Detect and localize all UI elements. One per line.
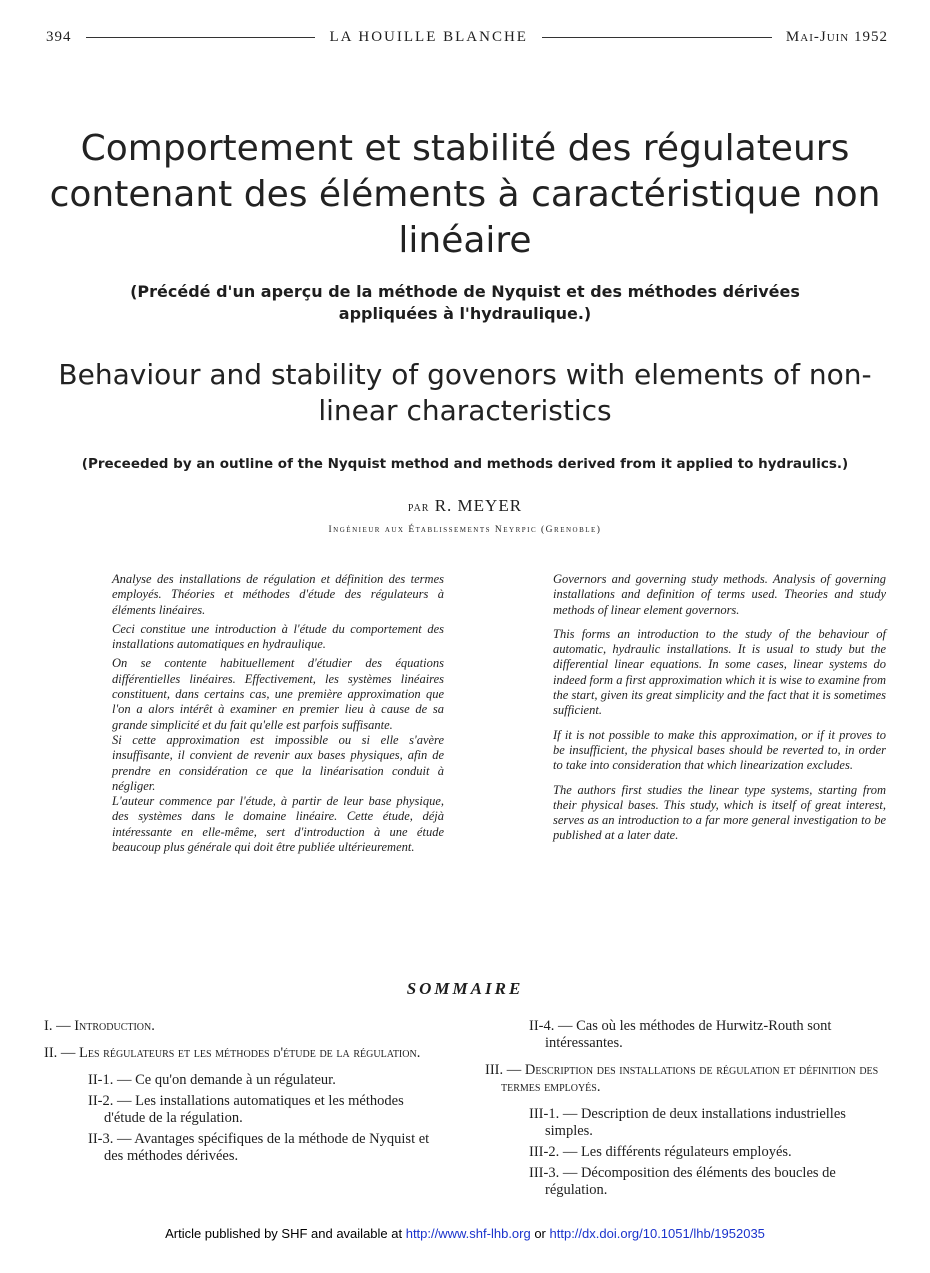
abstract-en-paragraph: This forms an introduction to the study of the behaviour of automatic, hydraulic installations. It is usual to study but the differential linear equations. In some cases, linear systems do indeed form a first approximation which it is wise to examine from the start, given its great simplicity and the fact that it is sometimes sufficient. (553, 626, 886, 718)
title-french: Comportement et stabilité des régulateurs contenant des éléments à caractéristique non linéaire (49, 128, 881, 261)
footer-text: or (530, 1226, 550, 1241)
toc-left-column (44, 1018, 446, 1169)
abstract-fr-paragraph: L'auteur commence par l'étude, à partir de leur base physique, des systèmes dans le domaine linéaire. Cette étude, déjà intéressante en elle-même, sert d'introduction à une étude beaucoup plus générale qui doit être publiée ultérieurement. (112, 794, 444, 855)
abstract-fr-paragraph: On se contente habituellement d'étudier des équations différentielles linéaires. Effectivement, les systèmes linéaires constituent, dans certains cas, une première approximation que l'on a alors intérêt à examiner en premier lieu à cause de sa grande simplicité et du fait qu'elle est parfois suffisante. (112, 656, 444, 732)
toc-right-column (485, 1018, 888, 1203)
abstract-en-paragraph: The authors first studies the linear type systems, starting from their physical bases. This study, which is itself of great interest, serves as an introduction to a far more general investigation to be published at a later date. (553, 782, 886, 843)
page-number: 394 (46, 28, 72, 45)
abstract-fr-paragraph: Ceci constitue une introduction à l'étude du comportement des installations automatiques en hydraulique. (112, 621, 444, 652)
footer-text: Article published by SHF and available at (165, 1226, 406, 1241)
title-english: Behaviour and stability of govenors with elements of non-linear characteristics (58, 358, 872, 427)
abstract-fr-paragraph: Si cette approximation est impossible ou si elle s'avère insuffisante, il convient de revenir aux bases physiques, afin de prendre en considération ce que la linéarisation conduit à négliger. (112, 732, 444, 793)
shf-link[interactable]: http://www.shf-lhb.org (405, 1226, 531, 1241)
summary-heading: SOMMAIRE (406, 979, 524, 998)
abstract-english (553, 572, 886, 853)
doi-link[interactable]: http://dx.doi.org/10.1051/lhb/1952035 (549, 1226, 765, 1241)
toc-subentry: III-1. — Description de deux installations industrielles simples. (529, 1106, 846, 1139)
author-prefix: par (407, 500, 430, 515)
abstract-french (112, 572, 444, 859)
publication-footer (0, 1226, 930, 1241)
toc-subentry: III-3. — Décomposition des éléments des boucles de régulation. (529, 1165, 836, 1198)
author-name: R. MEYER (434, 496, 523, 515)
journal-name: LA HOUILLE BLANCHE (329, 28, 528, 45)
issue-date: Mai-Juin 1952 (785, 28, 888, 45)
author-line (0, 496, 930, 516)
header-rule-left (86, 37, 316, 38)
abstract-fr-paragraph: Analyse des installations de régulation et définition des termes employés. Théories et méthodes d'étude des régulateurs à éléments linéaires. (112, 572, 444, 617)
toc-entry: II. — Les régulateurs et les méthodes d'étude de la régulation. (44, 1045, 421, 1061)
toc-subentry: III-2. — Les différents régulateurs employés. (529, 1144, 792, 1160)
toc-subentry: II-1. — Ce qu'on demande à un régulateur. (88, 1072, 336, 1088)
subtitle-french: (Précédé d'un aperçu de la méthode de Nyquist et des méthodes dérivées appliquées à l'hydraulique.) (130, 282, 800, 323)
toc-subentry: II-2. — Les installations automatiques et les méthodes d'étude de la régulation. (88, 1093, 404, 1126)
abstract-en-paragraph: If it is not possible to make this approximation, or if it proves to be insufficient, the physical bases should be reverted to, in order to take into consideration that which linearization excludes. (553, 727, 886, 773)
header-rule-right (542, 37, 772, 38)
subtitle-english: (Preceeded by an outline of the Nyquist method and methods derived from it applied to hydraulics.) (81, 456, 849, 472)
toc-entry: I. — Introduction. (44, 1018, 155, 1034)
toc-entry: III. — Description des installations de régulation et définition des termes employés. (485, 1062, 879, 1095)
abstract-en-paragraph: Governors and governing study methods. Analysis of governing installations and definition of terms used. Theories and study methods of linear element governors. (553, 572, 886, 617)
running-header (46, 26, 888, 48)
toc-subentry: II-3. — Avantages spécifiques de la méthode de Nyquist et des méthodes dérivées. (88, 1131, 430, 1164)
toc-subentry: II-4. — Cas où les méthodes de Hurwitz-Routh sont intéressantes. (529, 1018, 832, 1051)
author-affiliation: Ingénieur aux Établissements Neyrpic (Grenoble) (328, 525, 602, 535)
